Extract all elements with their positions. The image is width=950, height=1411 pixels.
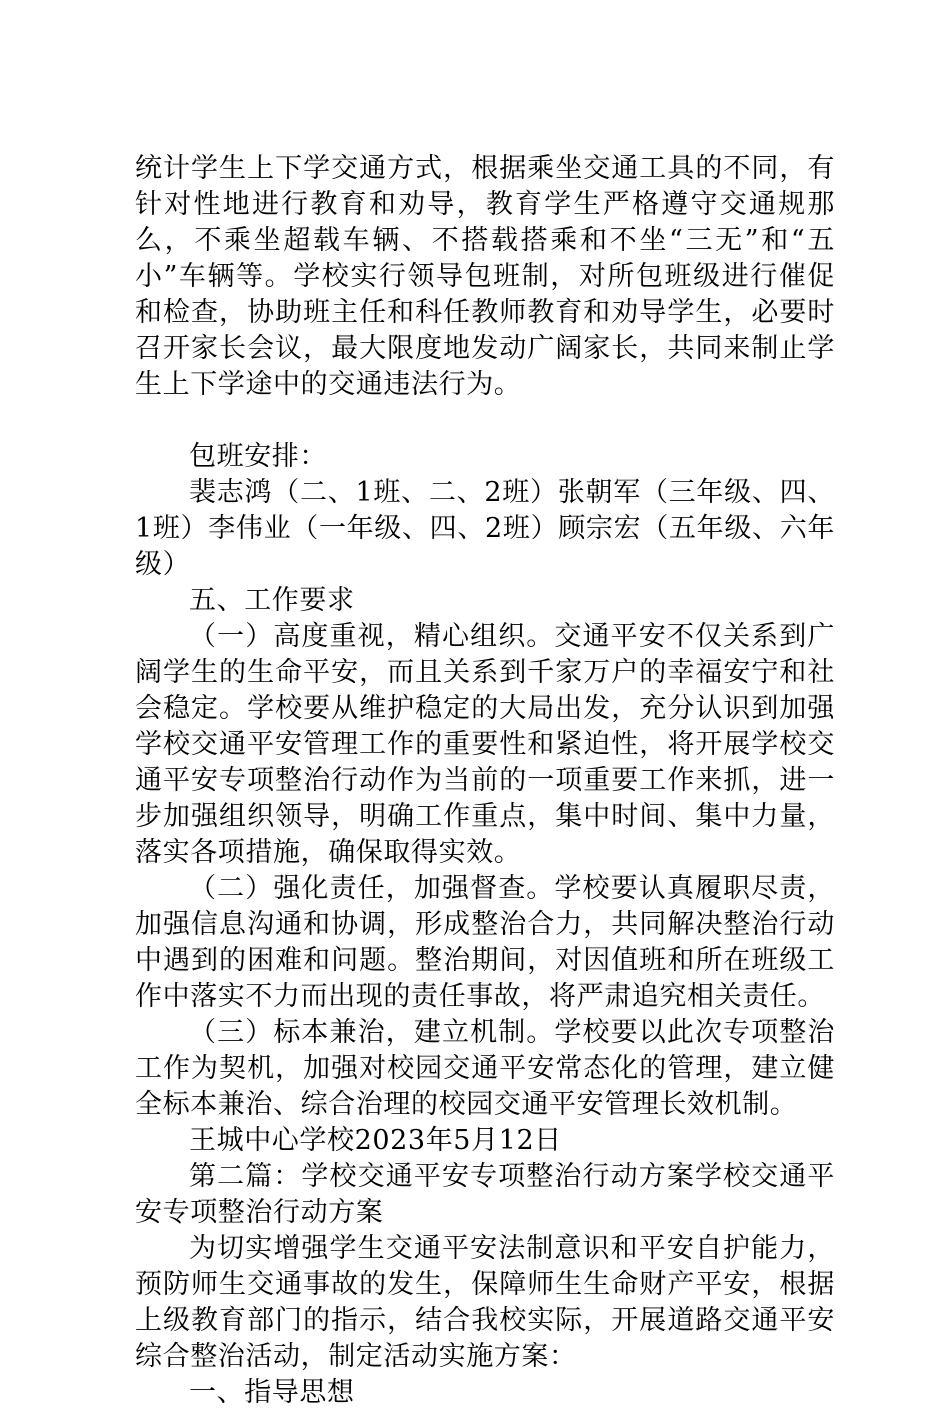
paragraph-requirement-1: （一）高度重视，精心组织。交通平安不仅关系到广阔学生的生命平安，而且关系到千家万户的幸福安宁和社会稳定。学校要从维护稳定的大局出发，充分认识到加强学校交通平安管理工作的重要性和紧迫性，将开展学校交通平安专项整治行动作为当前的一项重要工作来抓，进一步加强组织领导，明确工作重点，集中时间、集中力量，落实各项措施，确保取得实效。 — [135, 621, 835, 868]
paragraph-part-two-intro: 为切实增强学生交通平安法制意识和平安自护能力，预防师生交通事故的发生，保障师生生命财产平安，根据上级教育部门的指示，结合我校实际，开展道路交通平安综合整治活动，制定活动实施方案： — [135, 1233, 835, 1372]
section-heading-guiding-ideology: 一、指导思想 — [189, 1377, 355, 1408]
paragraph-class-assignment-heading: 包班安排： — [189, 441, 327, 472]
part-two-title: 第二篇：学校交通平安专项整治行动方案学校交通平安专项整治行动方案 — [135, 1161, 835, 1228]
section-heading-work-requirements: 五、工作要求 — [189, 585, 355, 616]
paragraph-class-assignment-list: 裴志鸿（二、1班、二、2班）张朝军（三年级、四、1班）李伟业（一年级、四、2班）顾宗宏（五年级、六年级） — [135, 477, 835, 580]
signature-date-line: 王城中心学校2023年5月12日 — [189, 1125, 562, 1156]
paragraph-requirement-2: （二）强化责任，加强督查。学校要认真履职尽责，加强信息沟通和协调，形成整治合力，共同解决整治行动中遇到的困难和问题。整治期间，对因值班和所在班级工作中落实不力而出现的责任事故，将严肃追究相关责任。 — [135, 873, 835, 1012]
paragraph-traffic-survey: 统计学生上下学交通方式，根据乘坐交通工具的不同，有针对性地进行教育和劝导，教育学生严格遵守交通规那么，不乘坐超载车辆、不搭载搭乘和不坐“三无”和“五小”车辆等。学校实行领导包班制，对所包班级进行催促和检查，协助班主任和科任教师教育和劝导学生，必要时召开家长会议，最大限度地发动广阔家长，共同来制止学生上下学途中的交通违法行为。 — [135, 153, 835, 400]
paragraph-requirement-3: （三）标本兼治，建立机制。学校要以此次专项整治工作为契机，加强对校园交通平安常态化的管理，建立健全标本兼治、综合治理的校园交通平安管理长效机制。 — [135, 1017, 835, 1120]
document-body — [135, 151, 835, 1411]
